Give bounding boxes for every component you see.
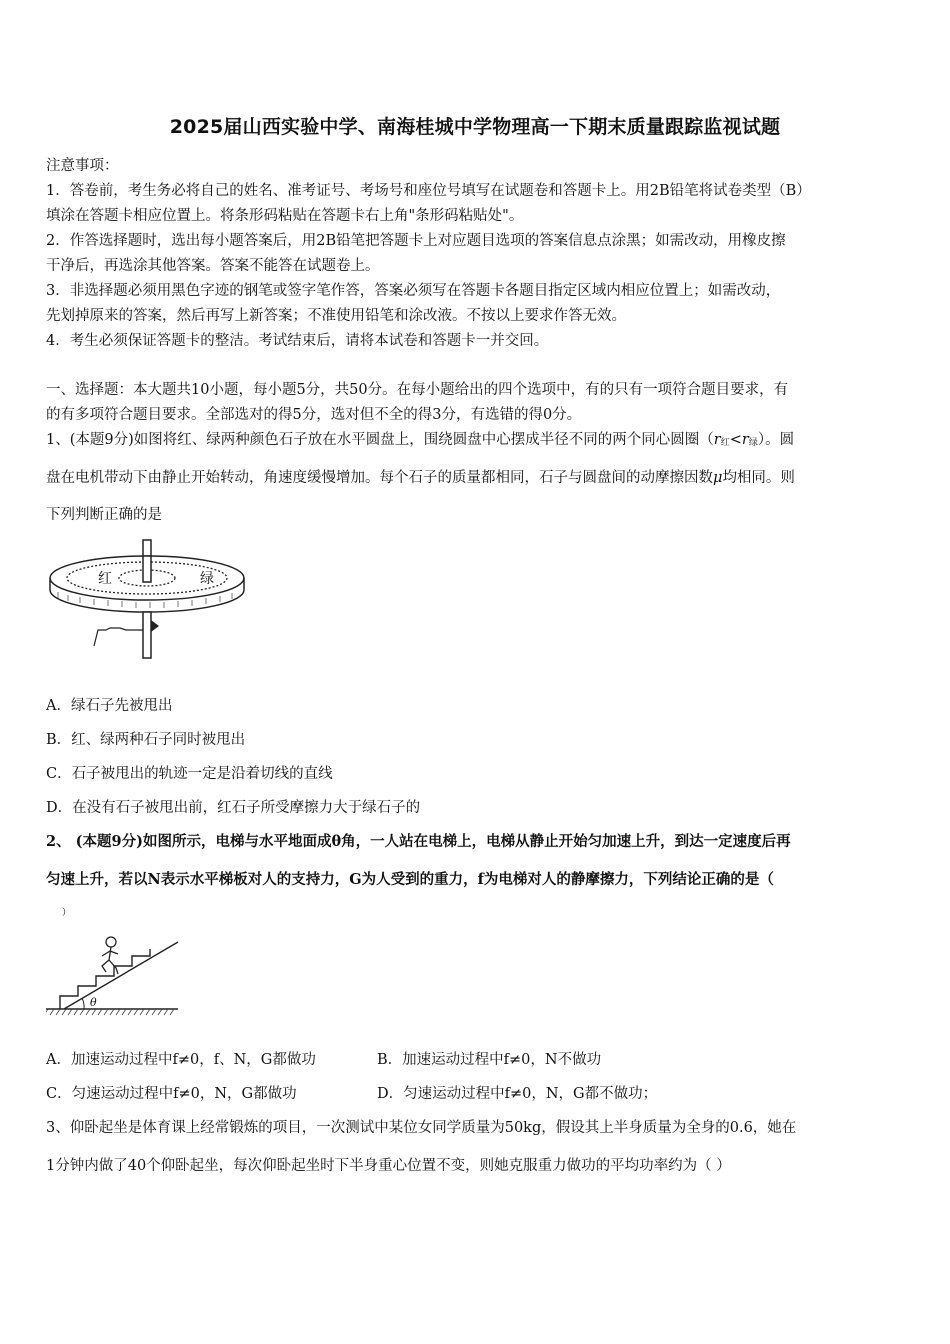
radius-symbol: r <box>713 432 721 448</box>
option-b: B．加速运动过程中f≠0，N不做功 <box>377 1052 602 1068</box>
question-1-text <box>46 428 908 449</box>
option-c: C．石子被甩出的轨迹一定是沿着切线的直线 <box>46 766 333 782</box>
notice-line: 填涂在答题卡相应位置上。将条形码粘贴在答题卡右上角"条形码粘贴处"。 <box>46 208 524 224</box>
question-1-text <box>46 466 908 487</box>
option-c: C．匀速运动过程中f≠0，N，G都做功 <box>46 1086 297 1102</box>
question-3-text: 1分钟内做了40个仰卧起坐，每次仰卧起坐时下半身重心位置不变，则她克服重力做功的平均功率约为（ ） <box>46 1158 731 1174</box>
less-than: < <box>729 432 742 448</box>
subscript-red: 红 <box>720 438 730 448</box>
incline-line <box>64 942 178 1009</box>
option-a: A．绿石子先被甩出 <box>46 698 173 714</box>
mu-symbol: μ <box>713 470 723 486</box>
ground-hatching <box>46 1009 174 1015</box>
question-1-part: 1、(本题9分)如图将红、绿两种颜色石子放在水平圆盘上，围绕圆盘中心摆成半径不同的两个同心圆圈（ <box>46 432 714 448</box>
subscript-green: 绿 <box>748 438 758 448</box>
page-title: 2025届山西实验中学、南海桂城中学物理高一下期末质量跟踪监视试题 <box>169 116 781 138</box>
option-a: A．加速运动过程中f≠0，f、N，G都做功 <box>46 1052 316 1068</box>
question-2-text: 匀速上升，若以N表示水平梯板对人的支持力，G为人受到的重力，f为电梯对人的静摩擦力，下列结论正确的是（ <box>46 871 774 888</box>
green-label: 绿 <box>200 571 214 587</box>
section-intro: 一、选择题：本大题共10小题，每小题5分，共50分。在每小题给出的四个选项中，有的只有一项符合题目要求，有 <box>46 382 789 398</box>
notice-line: 2．作答选择题时，选出每小题答案后，用2B铅笔把答题卡上对应题目选项的答案信息点涂黑；如需改动，用橡皮擦 <box>46 233 786 249</box>
escalator-steps <box>60 949 150 1009</box>
notice-line: 先划掉原来的答案，然后再写上新答案；不准使用铅笔和涂改液。不按以上要求作答无效。 <box>46 308 626 324</box>
section-intro: 的有多项符合题目要求。全部选对的得5分，选对但不全的得3分，有选错的得0分。 <box>46 407 582 423</box>
question-2-text: ） <box>62 908 72 918</box>
notice-heading: 注意事项： <box>46 158 119 174</box>
theta-label: θ <box>90 996 97 1009</box>
question-1-part: ）。圆 <box>757 432 795 448</box>
escalator-figure <box>46 932 182 1018</box>
notice-line: 干净后，再选涂其他答案。答案不能答在试题卷上。 <box>46 258 380 274</box>
question-2-text: 2、 (本题9分)如图所示，电梯与水平地面成θ角，一人站在电梯上，电梯从静止开始匀加速上升，到达一定速度后再 <box>46 833 791 850</box>
person-head <box>106 937 116 947</box>
option-d: D．在没有石子被甩出前，红石子所受摩擦力大于绿石子的 <box>46 800 421 816</box>
question-3-text: 3、仰卧起坐是体育课上经常锻炼的项目，一次测试中某位女同学质量为50kg，假设其上半身质量为全身的0.6，她在 <box>46 1120 797 1136</box>
notice-line: 3．非选择题必须用黑色字迹的钢笔或签字笔作答，答案必须写在答题卡各题目指定区域内相应位置上；如需改动， <box>46 283 781 299</box>
shaft-bottom <box>143 612 151 658</box>
question-1-part: 盘在电机带动下由静止开始转动，角速度缓慢增加。每个石子的质量都相同，石子与圆盘间的动摩擦因数 <box>46 470 713 486</box>
shaft-middle <box>143 556 151 582</box>
rotating-disc-figure <box>46 536 251 664</box>
person-body <box>102 947 118 974</box>
notice-line: 1．答卷前，考生务必将自己的姓名、准考证号、考场号和座位号填写在试题卷和答题卡上。用2B铅笔将试卷类型（B） <box>46 183 811 199</box>
rotation-arrow <box>151 620 159 632</box>
angle-arc <box>82 998 84 1009</box>
question-1-text: 下列判断正确的是 <box>46 507 162 523</box>
red-label: 红 <box>98 571 112 587</box>
radius-symbol: r <box>741 432 749 448</box>
question-1-part: 均相同。则 <box>722 470 795 486</box>
option-d: D．匀速运动过程中f≠0，N，G都不做功； <box>377 1086 658 1102</box>
notice-line: 4．考生必须保证答题卡的整洁。考试结束后，请将本试卷和答题卡一并交回。 <box>46 333 549 349</box>
motor-wire <box>94 628 143 646</box>
option-b: B．红、绿两种石子同时被甩出 <box>46 732 246 748</box>
